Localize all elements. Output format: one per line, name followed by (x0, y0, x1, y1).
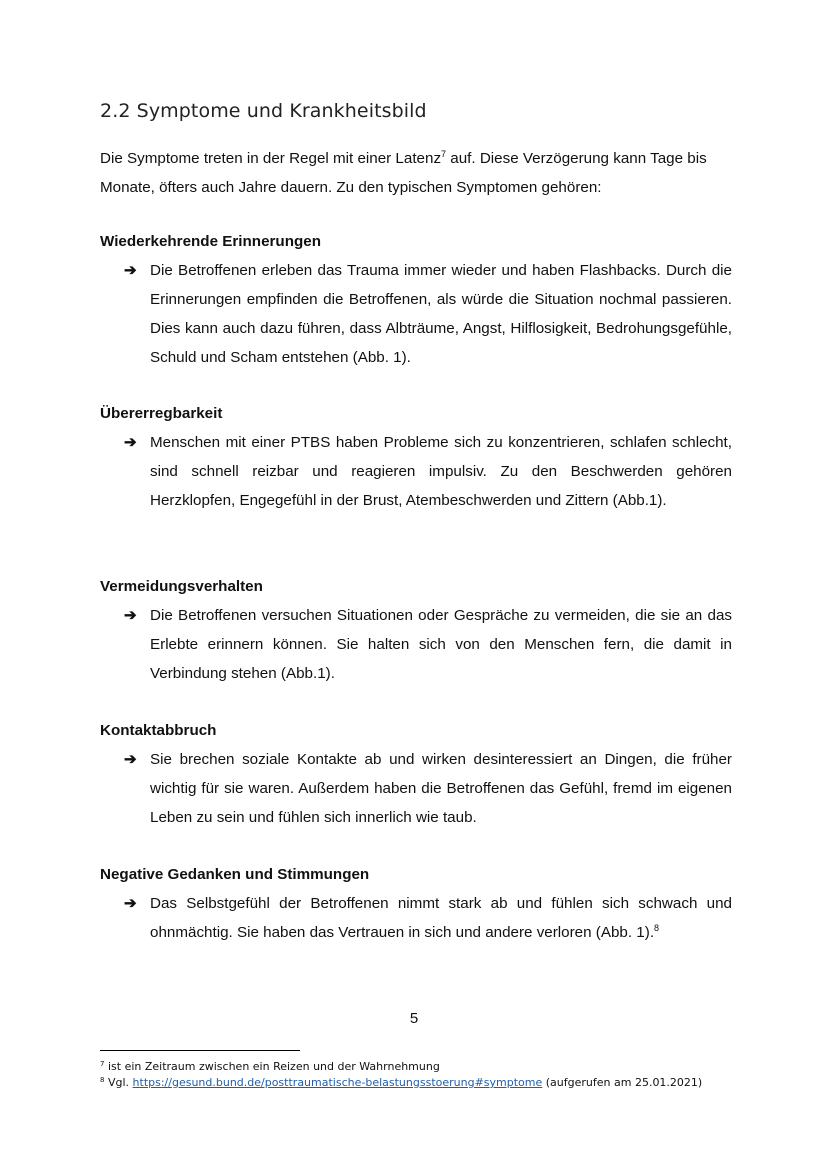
arrow-right-icon: ➔ (124, 751, 137, 768)
footnote-separator (100, 1050, 300, 1051)
intro-text-rest: auf. Diese Verzögerung kann Tage bis Monate, öfters auch Jahre dauern. Zu den typischen Symptomen gehören: (100, 150, 707, 196)
footnote-ref-7[interactable]: 7 (441, 149, 447, 159)
bullet-text-content: Das Selbstgefühl der Betroffenen nimmt stark ab und fühlen sich schwach und ohnmächtig. Sie haben das Vertrauen in sich und andere verloren (Abb. 1). (150, 895, 732, 941)
arrow-right-icon: ➔ (124, 262, 137, 279)
bullet-item (124, 601, 732, 688)
bullet-item (124, 745, 732, 832)
bullet-text (150, 889, 732, 947)
arrow-right-icon: ➔ (124, 895, 137, 912)
footnote-link[interactable]: https://gesund.bund.de/posttraumatische-belastungsstoerung#symptome (132, 1076, 543, 1089)
bullet-item (124, 256, 732, 372)
bullet-text: Die Betroffenen erleben das Trauma immer wieder und haben Flashbacks. Durch die Erinnerungen empfinden die Betroffenen, als würde die Situation nochmal passieren. Dies kann auch dazu führen, dass Albträume, Angst, Hilflosigkeit, Bedrohungsgefühle, Schuld und Scham entstehen (Abb. 1). (150, 262, 732, 366)
footnote-number: 8 (100, 1076, 105, 1084)
footnote-number: 7 (100, 1060, 105, 1068)
intro-text: Die Symptome treten in der Regel mit einer Latenz (100, 150, 442, 167)
section-heading: 2.2 Symptome und Krankheitsbild (100, 100, 427, 122)
bullet-item (124, 889, 732, 947)
arrow-right-icon: ➔ (124, 607, 137, 624)
footnote-ref-8[interactable]: 8 (654, 923, 660, 933)
section-title-negative-gedanken: Negative Gedanken und Stimmungen (100, 866, 370, 883)
section-title-uebererregbarkeit: Übererregbarkeit (100, 405, 223, 422)
footnote-8 (100, 1076, 702, 1089)
arrow-right-icon: ➔ (124, 434, 137, 451)
footnote-prefix: Vgl. (107, 1076, 133, 1089)
bullet-item (124, 428, 732, 515)
footnote-suffix: (aufgerufen am 25.01.2021) (542, 1076, 703, 1089)
page-number: 5 (409, 1010, 419, 1027)
intro-paragraph (100, 144, 732, 202)
bullet-text: Die Betroffenen versuchen Situationen oder Gespräche zu vermeiden, die sie an das Erlebte erinnern können. Sie halten sich von den Menschen fern, die damit in Verbindung stehen (Abb.1). (150, 607, 732, 682)
footnote-text: ist ein Zeitraum zwischen ein Reizen und der Wahrnehmung (107, 1060, 440, 1073)
section-title-vermeidungsverhalten: Vermeidungsverhalten (100, 578, 263, 595)
section-title-wiederkehrende-erinnerungen: Wiederkehrende Erinnerungen (100, 233, 321, 250)
bullet-text: Sie brechen soziale Kontakte ab und wirken desinteressiert an Dingen, die früher wichtig für sie waren. Außerdem haben die Betroffenen das Gefühl, fremd im eigenen Leben zu sein und fühlen sich innerlich wie taub. (150, 751, 732, 826)
section-title-kontaktabbruch: Kontaktabbruch (100, 722, 217, 739)
bullet-text: Menschen mit einer PTBS haben Probleme sich zu konzentrieren, schlafen schlecht, sind schnell reizbar und reagieren impulsiv. Zu den Beschwerden gehören Herzklopfen, Engegefühl in der Brust, Atembeschwerden und Zittern (Abb.1). (150, 434, 732, 509)
footnote-7 (100, 1060, 440, 1073)
